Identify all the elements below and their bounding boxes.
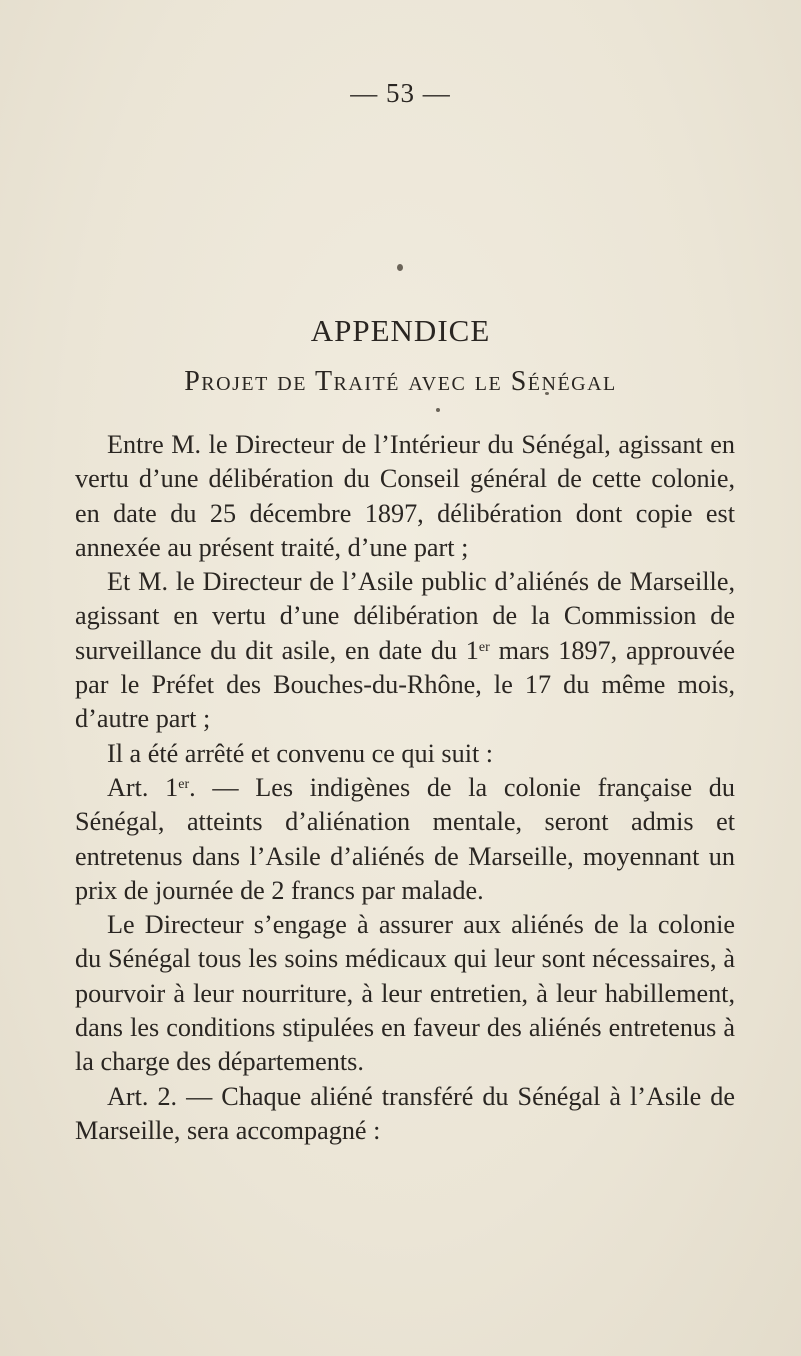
superscript: er [478, 639, 490, 655]
paragraph-parties-marseille [75, 565, 735, 736]
ink-speck [397, 264, 403, 271]
superscript: er [178, 776, 190, 792]
paragraph-article-1 [75, 771, 735, 908]
treaty-subtitle: Projet de Traité avec le Sénégal [184, 366, 617, 397]
ink-speck [436, 408, 440, 412]
appendix-title: APPENDICE [310, 313, 491, 348]
paragraph-director-obligations: Le Directeur s’engage à assurer aux aliénés de la colonie du Sénégal tous les soins médicaux qui leur sont nécessaires, à pourvoir à leur nourriture, à leur entretien, à leur habillement, dans les conditions stipulées en faveur des aliénés entretenus à la charge des départements. [75, 910, 735, 1077]
paragraph-agreement: Il a été arrêté et convenu ce qui suit : [107, 738, 494, 768]
paragraph-article-2: Art. 2. — Chaque aliéné transféré du Sénégal à l’Asile de Marseille, sera accompagné : [75, 1081, 735, 1145]
paragraph-text: Art. 1 [107, 772, 179, 802]
page-number: — 53 — [350, 78, 451, 108]
paragraph-text: Et M. le Directeur de l’Asile public d’aliénés de Marseille, agissant en vertu d’une délibération de la Commission de surveillance du dit asile, en date du 1 [75, 567, 735, 665]
paragraph-parties-senegal: Entre M. le Directeur de l’Intérieur du Sénégal, agissant en vertu d’une délibération du Conseil général de cette colonie, en date du 25 décembre 1897, délibération dont copie est annexée au présent traité, d’une part ; [75, 430, 735, 562]
paragraph-text: mars 1897, approuvée par le Préfet des Bouches-du-Rhône, le 17 du même mois, d’autre part ; [75, 635, 735, 734]
treaty-body [75, 428, 735, 1148]
paragraph-text: . — Les indigènes de la colonie française du Sénégal, atteints d’aliénation mentale, seront admis et entretenus dans l’Asile d’aliénés de Marseille, moyennant un prix de journée de 2 francs par malade. [75, 772, 735, 905]
